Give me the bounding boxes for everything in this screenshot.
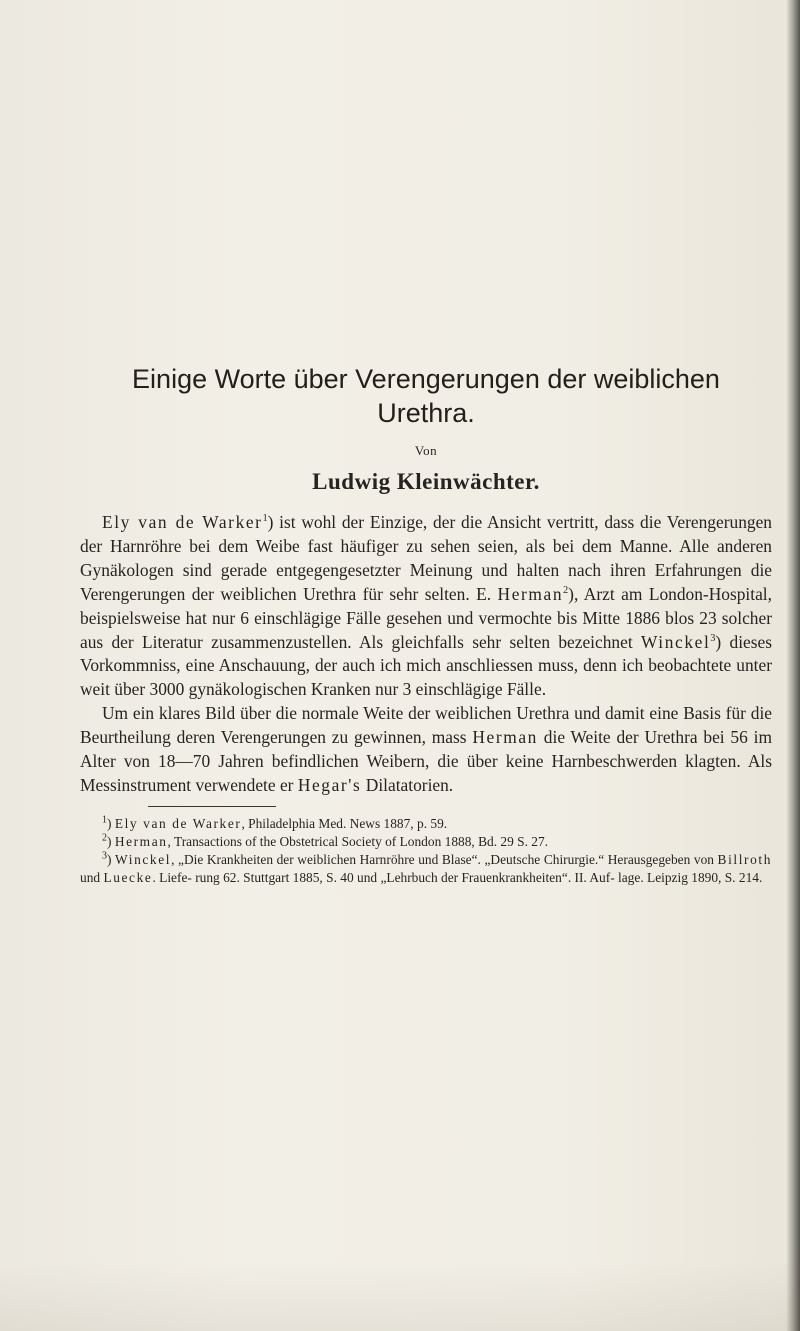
article-body [80,511,772,798]
article [80,362,772,888]
footnote-ref: 3 [710,632,716,644]
footnote-text: , Transactions of the Obstetrical Society of London 1888, Bd. 29 S. 27. [167,834,549,850]
paragraph-text: ) dieses Vorkommniss, eine Anschauung, der auch ich mich anschliessen muss, denn ich beobachtete unter weit über 3000 gynäkologischen Kranken nur 3 einschlägige Fälle. [80,631,772,700]
cited-name: Herman [472,727,538,748]
footnote-text: und [80,870,104,886]
title-line-1: Einige Worte über Verengerungen der weiblichen [132,364,720,394]
paragraph-text: ) ist wohl der Einzige, der die Ansicht vertritt, dass die Verengerungen der Harnröhre bei dem Weibe fast häufiger zu sehen seien, als bei dem Manne. Alle anderen Gynäkologen sind gerade entgegengesetzter Meinung und halten nach ihren Erfahrungen die Verengerungen der weiblichen Urethra für sehr selten. E. [80,512,772,604]
footnote-text: , „Die Krankheiten der weiblichen Harnröhre und Blase“. „Deutsche Chirurgie.“ Herausgegeben von [171,852,718,868]
footnote-name: Billroth [717,852,772,868]
paragraph-text: ), Arzt am London-Hospital, beispielsweise hat nur 6 einschlägige Fälle gesehen und vermochte bis Mitte 1886 blos 23 solcher aus der Literatur zusammenzustellen. Als gleichfalls sehr selten bezeichnet [80,583,772,652]
cited-name: Hegar's [297,774,362,795]
footnote-ref: 2 [563,584,569,596]
cited-name: Winckel [640,631,711,652]
paragraph-text: Um ein klares Bild über die normale Weite der weiblichen Urethra und damit eine Basis für die Beurtheilung deren Verengerungen zu gewinnen, mass [80,703,772,748]
cited-name: Herman [497,583,564,604]
footnote-name: Luecke [103,870,153,886]
footnote-3: $^3$) Winckel, „Die Krankheiten der weiblichen Harnröhre und Blase“. „Deutsche Chirurgie.“ Herausgegeben von Billroth und Luecke. Liefe- rung 62. Stuttgart 1885, S. 40 und „Lehrbuch der Frauenkrankheiten“. II. Auf- lage. Leipzig 1890, S. 214. [80,850,772,886]
footnote-text: , Philadelphia Med. News 1887, p. 59. [241,815,448,831]
footnote-2: $^2$) Herman, Transactions of the Obstetrical Society of London 1888, Bd. 29 S. 27. [102,832,549,850]
byline-von: Von [414,443,438,458]
page-edge-shadow [786,0,800,1331]
footnote-1: $^1$) Ely van de Warker, Philadelphia Med. News 1887, p. 59. [102,814,448,831]
title-line-2: Urethra. [377,398,475,428]
article-title [80,362,772,430]
footnote-mark: 1 [102,814,107,826]
page-bottom-shade [0,1261,800,1331]
paragraph-text: die Weite der Urethra bei 56 im Alter von 18—70 Jahren befindlichen Weibern, die über keine Harnbeschwerden klagten. Als Messinstrument verwendete er [80,727,772,795]
footnote-text: . Liefe- rung 62. Stuttgart 1885, S. 40 und „Lehrbuch der Frauenkrankheiten“. II. Auf- lage. Leipzig 1890, S. 214. [152,870,763,886]
paragraph-2 [80,702,772,798]
footnote-mark: 3 [102,850,107,862]
paragraph-text: Dilatatorien. [361,774,454,795]
cited-name: Ely van de Warker [102,512,263,532]
author-name: Ludwig Kleinwächter. [312,469,540,494]
footnote-name: Herman [114,834,168,850]
footnote-name: Ely van de Warker [114,815,242,831]
footnote-ref: 1 [262,513,268,525]
footnote-divider [148,806,276,807]
footnote-mark: 2 [102,832,107,844]
footnotes [80,815,772,888]
paragraph-1 [80,511,772,702]
footnote-name: Winckel [115,852,172,868]
